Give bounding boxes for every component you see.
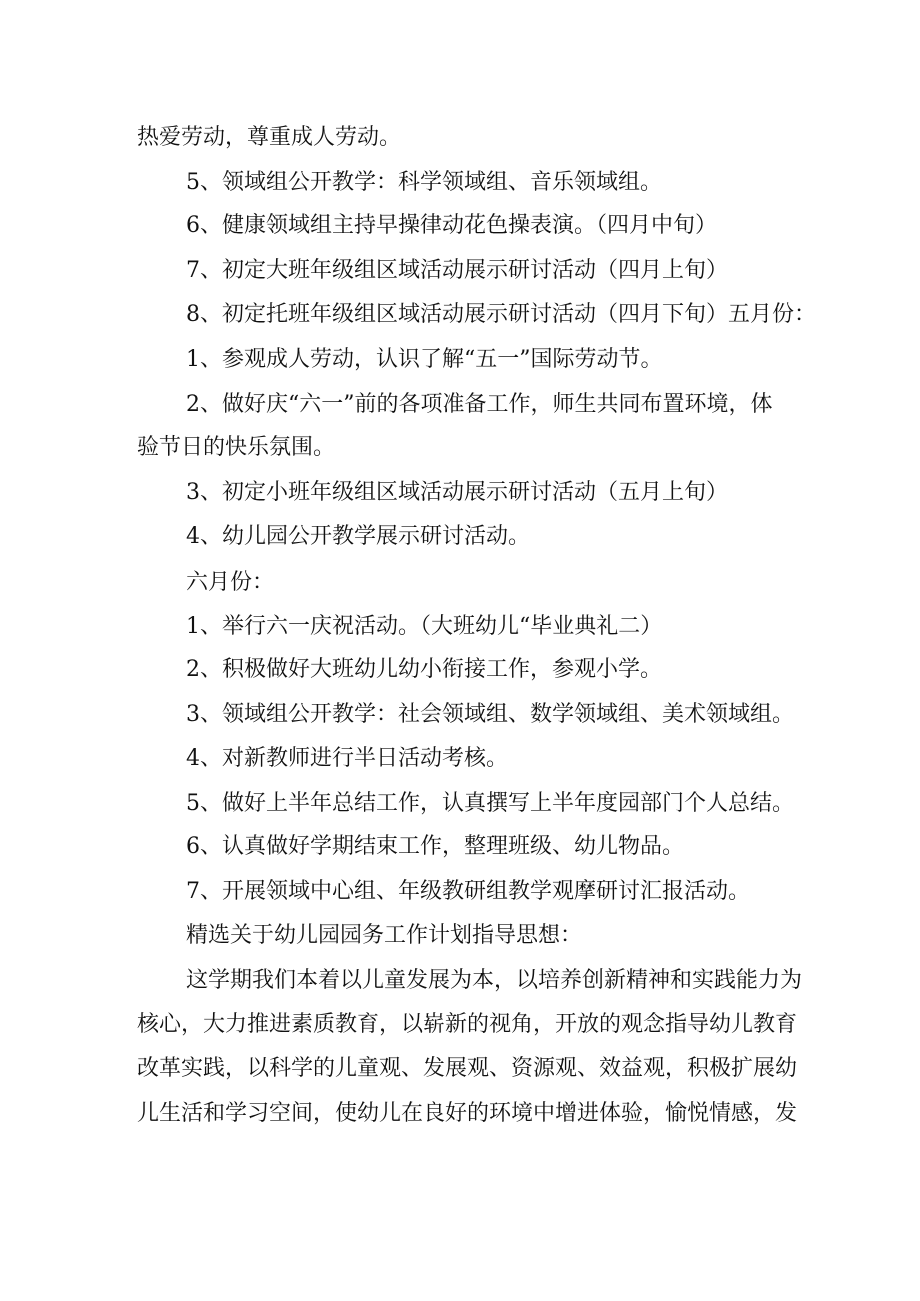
text-line: 儿生活和学习空间，使幼儿在良好的环境中增进体验，愉悦情感，发 <box>137 1101 798 1126</box>
text-line: 6、健康领域组主持早操律动花色操表演。（四月中旬） <box>186 213 717 238</box>
text-line: 这学期我们本着以儿童发展为本，以培养创新精神和实践能力为 <box>186 968 803 993</box>
text-line: 6、认真做好学期结束工作，整理班级、幼儿物品。 <box>186 834 684 859</box>
text-line: 8、初定托班年级组区域活动展示研讨活动（四月下旬）五月份： <box>186 302 816 327</box>
text-line: 1、参观成人劳动，认识了解“五一”国际劳动节。 <box>186 347 663 372</box>
text-line: 1、举行六一庆祝活动。（大班幼儿“毕业典礼二） <box>186 614 663 639</box>
text-line: 改革实践，以科学的儿童观、发展观、资源观、效益观，积极扩展幼 <box>137 1056 798 1081</box>
text-line: 5、做好上半年总结工作，认真撰写上半年度园部门个人总结。 <box>186 791 794 816</box>
text-line: 验节日的快乐氛围。 <box>137 435 336 460</box>
text-line: 4、幼儿园公开教学展示研讨活动。 <box>186 524 530 549</box>
text-line: 4、对新教师进行半日活动考核。 <box>186 746 508 771</box>
text-line: 5、领域组公开教学：科学领域组、音乐领域组。 <box>186 170 662 195</box>
text-line: 2、做好庆“六一”前的各项准备工作，师生共同布置环境，体 <box>186 392 773 417</box>
section-heading: 六月份： <box>186 570 275 595</box>
text-line: 7、开展领域中心组、年级教研组教学观摩研讨汇报活动。 <box>186 879 750 904</box>
text-line: 3、初定小班年级组区域活动展示研讨活动（五月上旬） <box>186 480 728 505</box>
section-heading: 精选关于幼儿园园务工作计划指导思想： <box>186 923 583 948</box>
text-line: 7、初定大班年级组区域活动展示研讨活动（四月上旬） <box>186 258 728 283</box>
text-line: 3、领域组公开教学：社会领域组、数学领域组、美术领域组。 <box>186 702 794 727</box>
text-line: 2、积极做好大班幼儿幼小衔接工作，参观小学。 <box>186 657 662 682</box>
text-line: 核心，大力推进素质教育，以崭新的视角，开放的观念指导幼儿教育 <box>137 1012 798 1037</box>
text-line: 热爱劳动，尊重成人劳动。 <box>137 125 402 150</box>
